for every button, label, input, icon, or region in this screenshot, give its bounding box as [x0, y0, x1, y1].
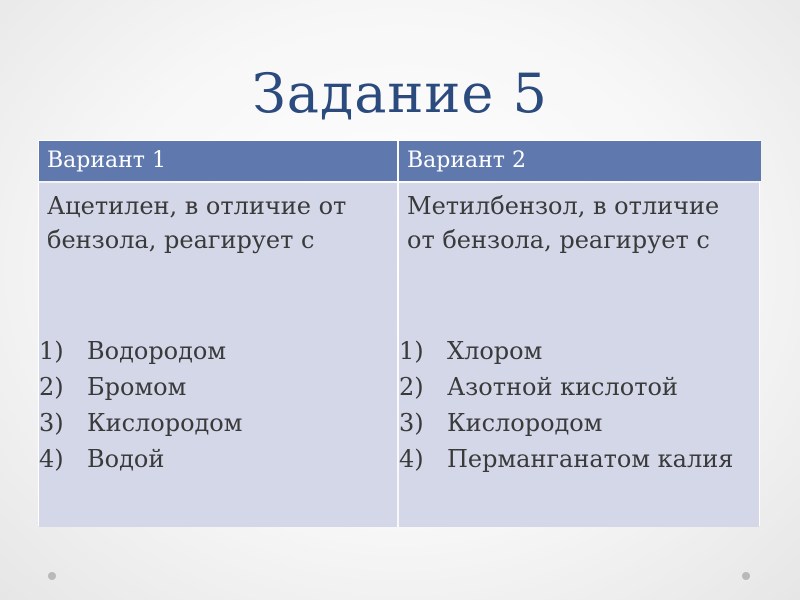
slide-title: Задание 5 [252, 62, 548, 125]
option-number: 2) [399, 373, 424, 401]
corner-dot-decoration [48, 572, 56, 580]
option-item [399, 441, 733, 477]
option-number: 1) [39, 337, 64, 365]
option-item [399, 333, 733, 369]
option-number: 2) [39, 373, 64, 401]
option-item [39, 405, 242, 441]
variant-1-cell [39, 183, 397, 527]
option-number: 3) [39, 409, 64, 437]
variants-table [38, 140, 760, 526]
option-number: 3) [399, 409, 424, 437]
option-item [399, 369, 733, 405]
option-text: Кислородом [447, 409, 603, 437]
option-text: Перманганатом калия [447, 445, 734, 473]
option-number: 1) [399, 337, 424, 365]
variant-2-options [399, 333, 733, 477]
option-text: Азотной кислотой [447, 373, 678, 401]
option-text: Кислородом [87, 409, 243, 437]
variant-2-question: Метилбензол, в отличие от бензола, реагирует с [407, 192, 720, 254]
variant-1-options [39, 333, 242, 477]
option-text: Водородом [87, 337, 227, 365]
option-text: Хлором [447, 337, 543, 365]
variant-2-header: Вариант 2 [399, 141, 761, 181]
option-number: 4) [39, 445, 64, 473]
option-number: 4) [399, 445, 424, 473]
variant-1-question: Ацетилен, в отличие от бензола, реагирует с [47, 192, 347, 254]
option-item [399, 405, 733, 441]
option-item [39, 369, 242, 405]
variant-2-cell [399, 183, 759, 527]
corner-dot-decoration [742, 572, 750, 580]
variant-1-header: Вариант 1 [39, 141, 397, 181]
option-item [39, 333, 242, 369]
option-text: Водой [87, 445, 165, 473]
option-item [39, 441, 242, 477]
option-text: Бромом [87, 373, 187, 401]
